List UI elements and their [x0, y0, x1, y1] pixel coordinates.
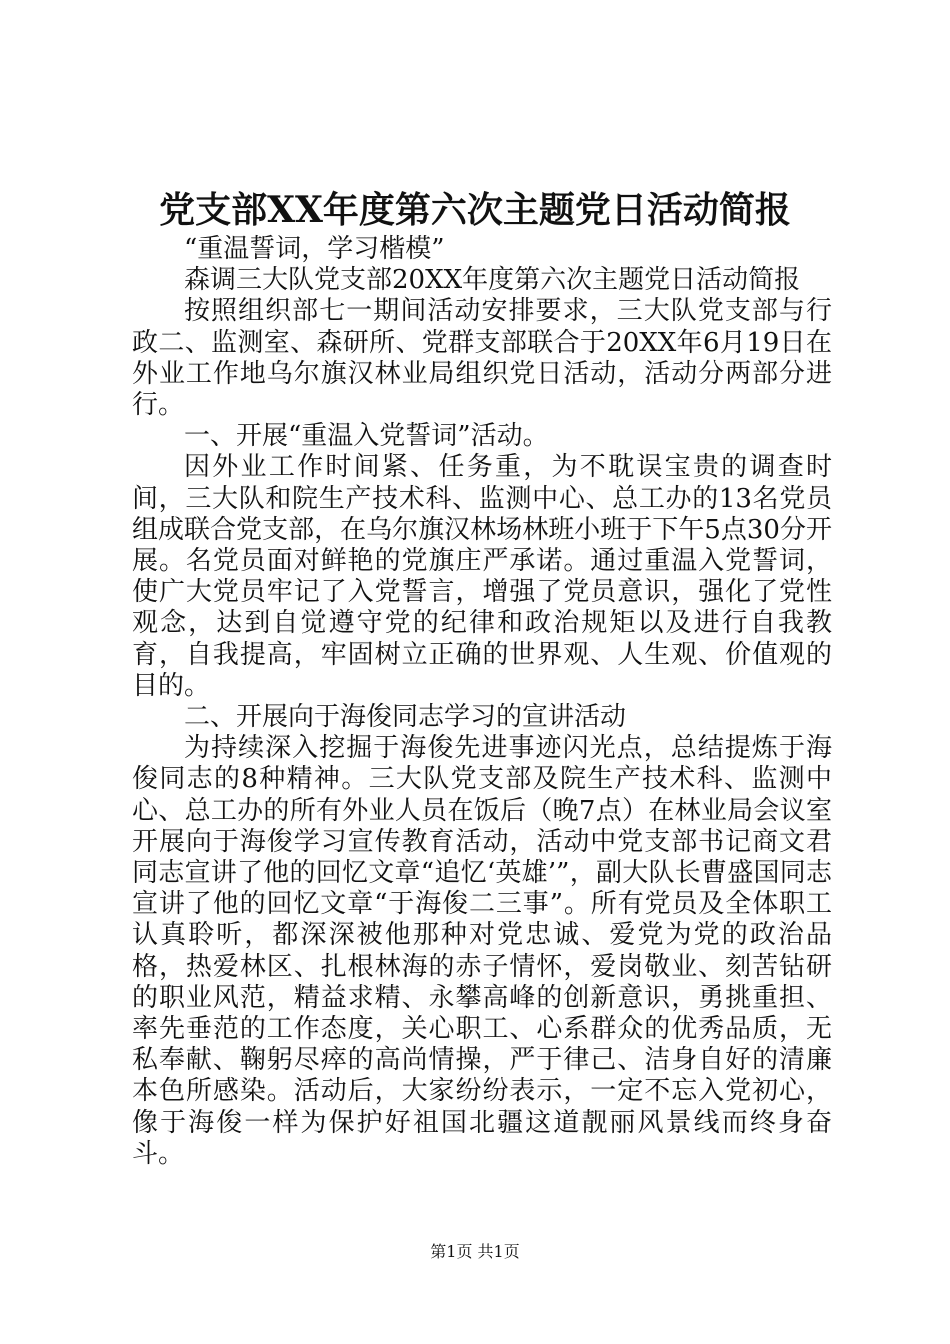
- section-heading-two: 二、开展向于海俊同志学习的宣讲活动: [184, 702, 627, 733]
- report-heading: 森调三大队党支部20XX年度第六次主题党日活动简报: [184, 265, 801, 296]
- document-body: [132, 234, 832, 1170]
- document-title: 党支部XX年度第六次主题党日活动简报: [159, 189, 791, 231]
- section-heading-one: 一、开展“重温入党誓词”活动。: [184, 421, 549, 452]
- section-two-paragraph: 为持续深入挖掘于海俊先进事迹闪光点，总结提炼于海俊同志的8种精神。三大队党支部及院生产技术科、监测中心、总工办的所有外业人员在饭后（晚7点）在林业局会议室开展向于海俊学习宣传教育活动，活动中党支部书记商文君同志宣讲了他的回忆文章“追忆‘英雄’”，副大队长曹盛国同志宣讲了他的回忆文章“于海俊二三事”。所有党员及全体职工认真聆听，都深深被他那种对党忠诚、爱党为党的政治品格，热爱林区、扎根林海的赤子情怀，爱岗敬业、刻苦钻研的职业风范，精益求精、永攀高峰的创新意识，勇挑重担、率先垂范的工作态度，关心职工、心系群众的优秀品质，无私奉献、鞠躬尽瘁的高尚情操，严于律己、洁身自好的清廉本色所感染。活动后，大家纷纷表示，一定不忘入党初心，像于海俊一样为保护好祖国北疆这道靓丽风景线而终身奋斗。: [132, 733, 832, 1169]
- intro-paragraph: 按照组织部七一期间活动安排要求，三大队党支部与行政二、监测室、森研所、党群支部联合于20XX年6月19日在外业工作地乌尔旗汉林业局组织党日活动，活动分两部分进行。: [132, 296, 832, 421]
- page-number-footer: 第1页 共1页: [430, 1242, 520, 1261]
- section-one-paragraph: 因外业工作时间紧、任务重，为不耽误宝贵的调查时间，三大队和院生产技术科、监测中心、总工办的13名党员组成联合党支部，在乌尔旗汉林场林班小班于下午5点30分开展。名党员面对鲜艳的党旗庄严承诺。通过重温入党誓词，使广大党员牢记了入党誓言，增强了党员意识，强化了党性观念，达到自觉遵守党的纪律和政治规矩以及进行自我教育，自我提高，牢固树立正确的世界观、人生观、价值观的目的。: [132, 452, 832, 701]
- subtitle-slogan: “重温誓词，学习楷模”: [184, 234, 445, 264]
